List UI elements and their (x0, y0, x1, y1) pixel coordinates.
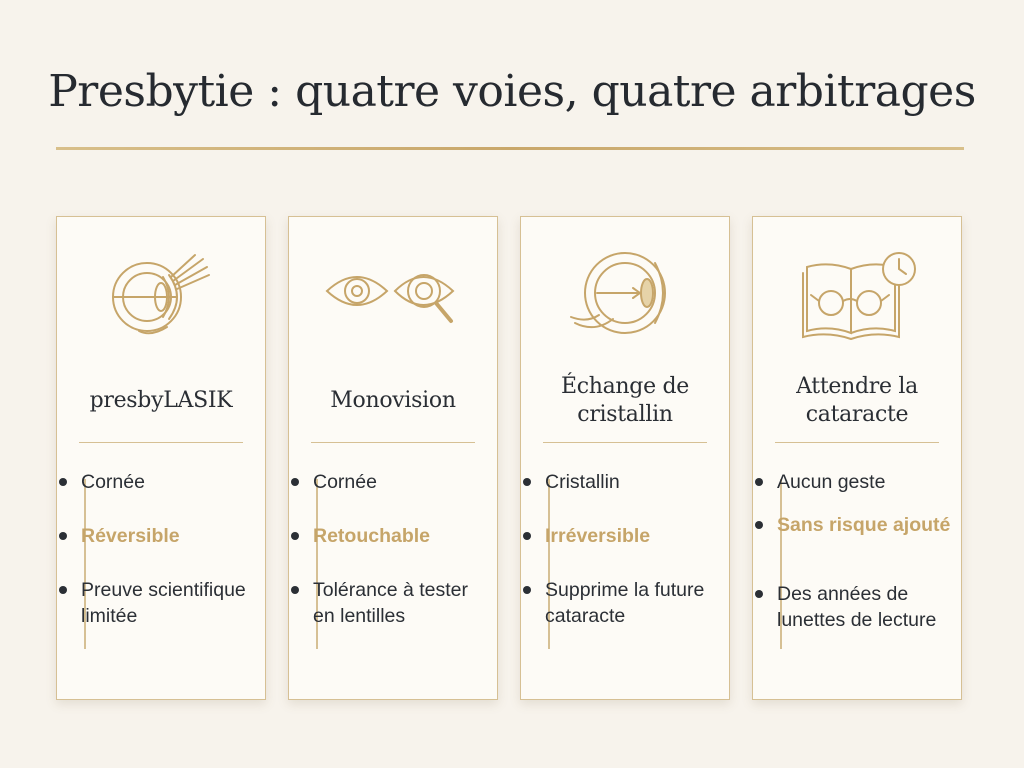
card-title: presbyLASIK (89, 388, 233, 413)
point-item: Supprime la future cataracte (545, 577, 721, 629)
point-item: Preuve scientifique limitée (81, 577, 257, 629)
options-cards (56, 216, 964, 702)
point-item: Sans risque ajouté (777, 512, 953, 538)
card-title: Échange de cristallin (560, 374, 690, 427)
bullet-icon (523, 532, 531, 540)
point-item: Irréversible (545, 523, 721, 549)
card-divider (775, 442, 939, 443)
card-divider (543, 442, 707, 443)
card-presbylasik (56, 216, 266, 700)
bullet-icon (291, 478, 299, 486)
point-item: Retouchable (313, 523, 489, 549)
card-title: Monovision (330, 388, 456, 413)
card-title: Attendre la cataracte (796, 374, 918, 427)
card-echange-cristallin (520, 216, 730, 700)
bullet-icon (59, 532, 67, 540)
eye-lens-exchange-icon (521, 245, 729, 345)
card-divider (311, 442, 475, 443)
point-item: Réversible (81, 523, 257, 549)
bullet-icon (291, 532, 299, 540)
bullet-icon (755, 590, 763, 598)
bullet-icon (59, 586, 67, 594)
point-item: Aucun geste (777, 469, 953, 495)
bullet-icon (291, 586, 299, 594)
bullet-icon (755, 478, 763, 486)
page-title: Presbytie : quatre voies, quatre arbitrages (48, 66, 976, 117)
bullet-icon (523, 478, 531, 486)
two-eyes-magnifier-icon (289, 245, 497, 345)
card-divider (79, 442, 243, 443)
card-attendre-cataracte (752, 216, 962, 700)
point-item: Des années de lunettes de lecture (777, 581, 953, 633)
point-item: Tolérance à tester en lentilles (313, 577, 489, 629)
bullet-icon (523, 586, 531, 594)
title-divider (56, 147, 964, 150)
card-monovision (288, 216, 498, 700)
point-item: Cristallin (545, 469, 721, 495)
book-glasses-clock-icon (753, 245, 961, 345)
bullet-icon (755, 521, 763, 529)
eye-laser-icon (57, 245, 265, 345)
bullet-icon (59, 478, 67, 486)
point-item: Cornée (313, 469, 489, 495)
point-item: Cornée (81, 469, 257, 495)
